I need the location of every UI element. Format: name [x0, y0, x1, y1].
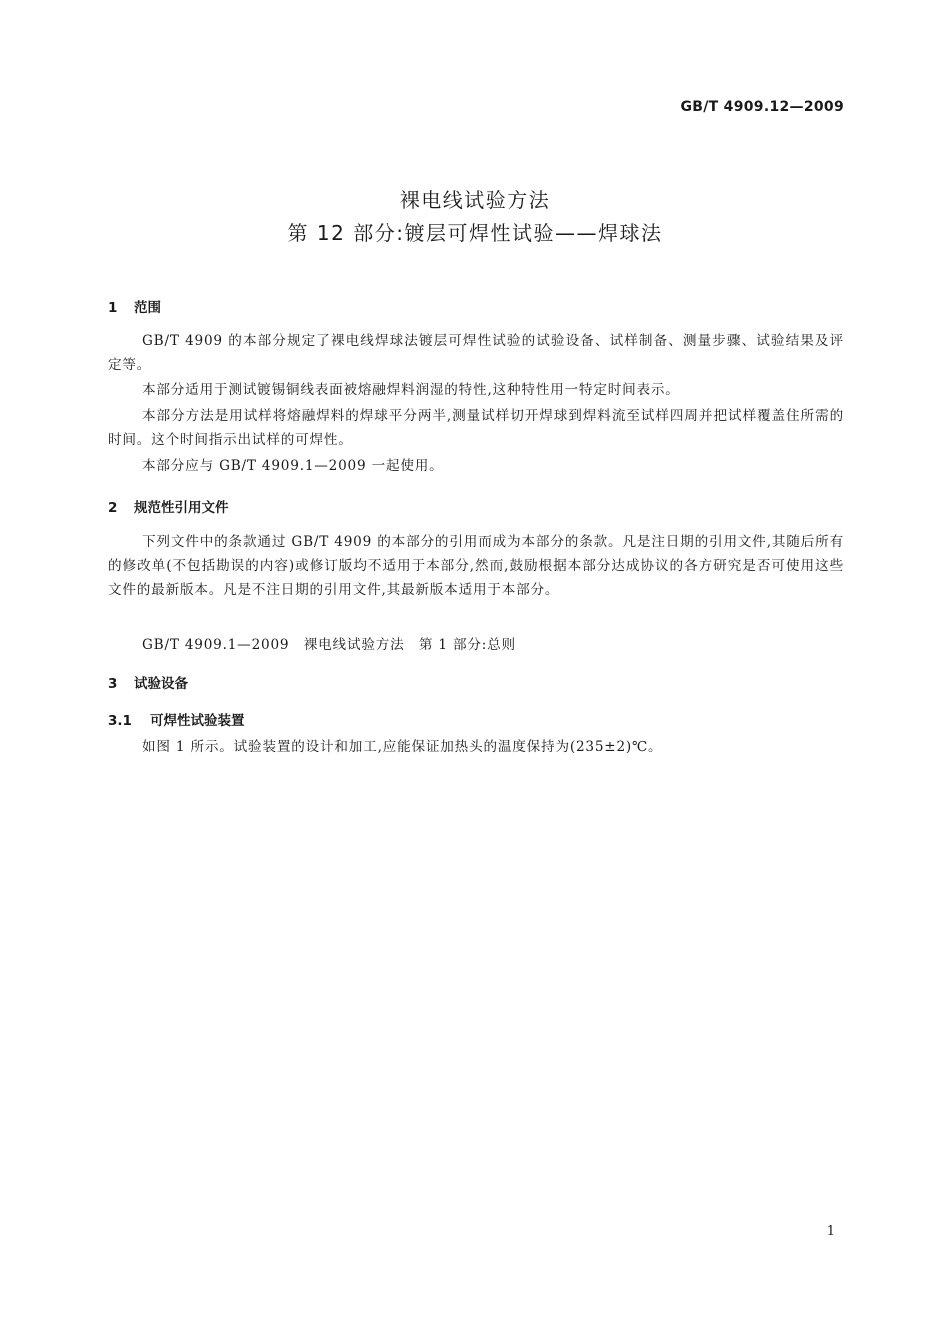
- reference-entry: GB/T 4909.1—2009 裸电线试验方法 第 1 部分:总则: [142, 637, 516, 653]
- paragraph: 本部分应与 GB/T 4909.1—2009 一起使用。: [142, 458, 444, 474]
- section-number: 3: [108, 676, 118, 692]
- page-number: 1: [826, 1224, 835, 1239]
- section-number: 1: [108, 300, 118, 316]
- subsection-title: 可焊性试验装置: [150, 713, 245, 729]
- paragraph: 本部分适用于测试镀锡铜线表面被熔融焊料润湿的特性,这种特性用一特定时间表示。: [142, 382, 680, 398]
- subsection-number: 3.1: [108, 713, 132, 729]
- paragraph: GB/T 4909 的本部分规定了裸电线焊球法镀层可焊性试验的试验设备、试样制备、测量步骤、试验结果及评定等。: [108, 333, 844, 373]
- paragraph: 如图 1 所示。试验装置的设计和加工,应能保证加热头的温度保持为(235±2)℃。: [142, 739, 663, 755]
- section-title: 范围: [134, 300, 161, 316]
- paragraph: 本部分方法是用试样将熔融焊料的焊球平分两半,测量试样切开焊球到焊料流至试样四周并把试样覆盖住所需的时间。这个时间指示出试样的可焊性。: [108, 408, 844, 448]
- document-title: 裸电线试验方法: [399, 188, 551, 212]
- section-heading-scope: [108, 296, 161, 316]
- document-subtitle: 第 12 部分:镀层可焊性试验——焊球法: [287, 221, 663, 245]
- section-heading-normative-references: [108, 496, 229, 516]
- section-title: 规范性引用文件: [134, 500, 229, 516]
- section-heading-test-equipment: [108, 672, 188, 692]
- paragraph: 下列文件中的条款通过 GB/T 4909 的本部分的引用而成为本部分的条款。凡是注日期的引用文件,其随后所有的修改单(不包括勘误的内容)或修订版均不适用于本部分,然而,鼓励根据本部分达成协议的各方研究是否可使用这些文件的最新版本。凡是不注日期的引用文件,其最新版本适用于本部分。: [108, 534, 844, 598]
- subsection-heading-solderability-apparatus: [108, 709, 245, 729]
- section-title: 试验设备: [134, 676, 188, 692]
- section-number: 2: [108, 500, 118, 516]
- standard-number: GB/T 4909.12—2009: [680, 99, 844, 115]
